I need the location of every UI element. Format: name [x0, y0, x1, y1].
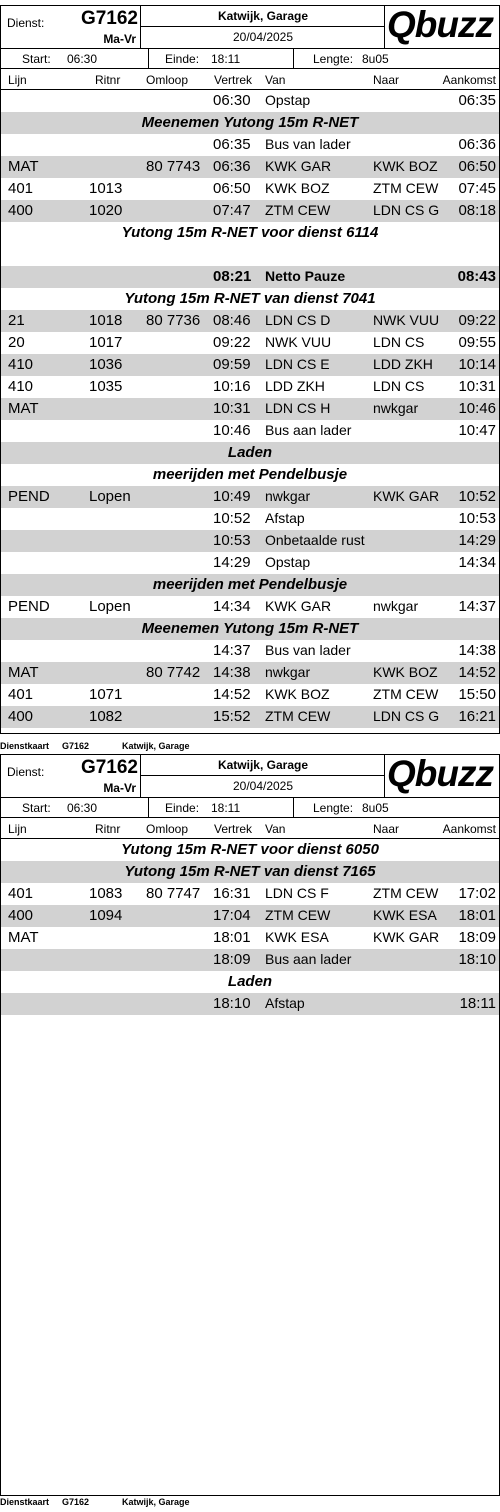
cell-vertrek: 14:29 [213, 554, 251, 571]
cell-lijn: PEND [8, 598, 50, 615]
col-ritnr: Ritnr [95, 822, 121, 836]
cell-aankomst: 06:36 [458, 136, 496, 153]
cell-vertrek: 08:46 [213, 312, 251, 329]
cell-aankomst: 10:47 [458, 422, 496, 439]
col-lijn: Lijn [8, 822, 27, 836]
dienstkaart-page-1 [0, 5, 500, 734]
footer-dienst: G7162 [62, 741, 90, 751]
cell-lijn: 401 [8, 686, 34, 703]
cell-vertrek: 18:10 [213, 995, 251, 1012]
cell-van: Bus van lader [265, 642, 351, 658]
cell-aankomst: 09:22 [458, 312, 496, 329]
section-header: Laden [1, 442, 499, 464]
schedule-row [1, 949, 499, 971]
logo-cell [385, 755, 499, 797]
cell-aankomst: 09:55 [458, 334, 496, 351]
cell-lijn: MAT [8, 400, 39, 417]
col-aankomst: Aankomst [442, 73, 496, 87]
page-header [1, 755, 499, 798]
cell-omloop: 80 7736 [146, 312, 201, 329]
section-header: Yutong 15m R-NET voor dienst 6050 [121, 841, 379, 858]
cell-aankomst: 15:50 [458, 686, 496, 703]
cell-ritnr: 1035 [89, 378, 123, 395]
section-header: Meenemen Yutong 15m R-NET [1, 618, 499, 640]
cell-ritnr: 1094 [89, 907, 123, 924]
cell-vertrek: 14:52 [213, 686, 251, 703]
cell-lijn: 400 [8, 202, 34, 219]
cell-van: nwkgar [265, 488, 311, 504]
cell-van: KWK GAR [265, 158, 332, 174]
cell-aankomst: 14:34 [458, 554, 496, 571]
cell-naar: KWK GAR [373, 488, 440, 504]
location: Katwijk, Garage [141, 755, 385, 776]
cell-vertrek: 06:35 [213, 136, 251, 153]
cell-lijn: 400 [8, 907, 34, 924]
cell-aankomst: 14:38 [458, 642, 496, 659]
cell-aankomst: 06:50 [458, 158, 496, 175]
start-cell [1, 49, 149, 68]
cell-van: Bus van lader [265, 136, 351, 152]
cell-van: Bus aan lader [265, 951, 352, 967]
lengte-value: 8u05 [362, 52, 389, 66]
cell-lijn: MAT [8, 929, 39, 946]
cell-vertrek: 10:52 [213, 510, 251, 527]
cell-aankomst: 18:09 [458, 929, 496, 946]
schedule-row [1, 596, 499, 618]
times-bar [1, 49, 499, 69]
cell-aankomst: 14:37 [458, 598, 496, 615]
cell-van: LDD ZKH [265, 378, 325, 394]
cell-van: KWK ESA [265, 929, 329, 945]
times-bar [1, 798, 499, 818]
cell-aankomst: 10:53 [458, 510, 496, 527]
cell-aankomst: 18:11 [459, 995, 496, 1012]
cell-van: Bus aan lader [265, 422, 352, 438]
lengte-cell [294, 798, 499, 817]
cell-van: LDN CS F [265, 885, 329, 901]
cell-van: Afstap [265, 510, 305, 526]
section-header: Yutong 15m R-NET van dienst 7041 [124, 290, 376, 307]
cell-ritnr: 1018 [89, 312, 123, 329]
einde-cell [149, 798, 294, 817]
cell-naar: LDN CS G [373, 202, 440, 218]
cell-aankomst: 10:46 [458, 400, 496, 417]
schedule-row [1, 332, 499, 354]
cell-naar: LDN CS [373, 334, 425, 350]
schedule-row [1, 530, 499, 552]
cell-van: ZTM CEW [265, 907, 331, 923]
location-date-cell [141, 6, 385, 48]
dienst-cell [1, 6, 141, 48]
start-cell [1, 798, 149, 817]
column-headers [1, 69, 499, 90]
cell-vertrek: 06:36 [213, 158, 251, 175]
cell-naar: KWK ESA [373, 907, 437, 923]
cell-naar: ZTM CEW [373, 686, 439, 702]
schedule-row [1, 354, 499, 376]
cell-ritnr: 1017 [89, 334, 123, 351]
cell-lijn: 410 [8, 356, 34, 373]
dienstkaart-page-2 [0, 754, 500, 1496]
cell-vertrek: 10:46 [213, 422, 251, 439]
cell-ritnr: 1013 [89, 180, 123, 197]
cell-vertrek: 10:53 [213, 532, 251, 549]
schedule-row [1, 420, 499, 442]
date: 20/04/2025 [232, 779, 294, 793]
cell-lijn: 20 [8, 334, 25, 351]
cell-aankomst: 08:43 [457, 268, 496, 285]
cell-omloop: 80 7742 [146, 664, 201, 681]
start-label: Start: [22, 52, 51, 66]
cell-omloop: 80 7747 [146, 885, 201, 902]
cell-lijn: 21 [8, 312, 25, 329]
lengte-label: Lengte: [313, 801, 354, 815]
cell-van: ZTM CEW [265, 708, 331, 724]
cell-vertrek: 09:22 [213, 334, 251, 351]
cell-vertrek: 14:38 [213, 664, 251, 681]
dienst-number: G7162 [80, 757, 138, 778]
cell-van: KWK GAR [265, 598, 332, 614]
cell-naar: NWK VUU [373, 312, 440, 328]
cell-van: NWK VUU [265, 334, 332, 350]
col-omloop: Omloop [146, 73, 189, 87]
cell-van: KWK BOZ [265, 180, 330, 196]
cell-aankomst: 06:35 [458, 92, 496, 109]
cell-van: Afstap [265, 995, 305, 1011]
col-vertrek: Vertrek [214, 73, 253, 87]
cell-lijn: MAT [8, 664, 39, 681]
cell-naar: LDN CS G [373, 708, 440, 724]
schedule-row [1, 508, 499, 530]
cell-vertrek: 18:01 [213, 929, 251, 946]
qbuzz-logo: Qbuzz [387, 4, 493, 45]
col-naar: Naar [373, 822, 400, 836]
cell-ritnr: Lopen [89, 598, 131, 615]
cell-aankomst: 18:01 [458, 907, 496, 924]
col-ritnr: Ritnr [95, 73, 121, 87]
col-lijn: Lijn [8, 73, 27, 87]
cell-aankomst: 17:02 [458, 885, 496, 902]
cell-naar: KWK GAR [373, 929, 440, 945]
schedule-row [1, 905, 499, 927]
einde-value: 18:11 [211, 801, 241, 815]
col-van: Van [265, 822, 286, 836]
dienst-cell [1, 755, 141, 797]
location: Katwijk, Garage [141, 6, 385, 27]
einde-label: Einde: [165, 801, 200, 815]
cell-naar: nwkgar [373, 400, 419, 416]
cell-van: Opstap [265, 554, 311, 570]
lengte-label: Lengte: [313, 52, 354, 66]
cell-aankomst: 16:21 [458, 708, 496, 725]
cell-ritnr: Lopen [89, 488, 131, 505]
dienst-days: Ma-Vr [103, 781, 136, 795]
cell-vertrek: 17:04 [213, 907, 251, 924]
schedule-row [1, 706, 499, 728]
cell-vertrek: 09:59 [213, 356, 251, 373]
cell-lijn: 401 [8, 180, 34, 197]
schedule-row [1, 200, 499, 222]
dienst-days: Ma-Vr [103, 32, 136, 46]
qbuzz-logo: Qbuzz [387, 753, 493, 794]
schedule-row [1, 134, 499, 156]
cell-vertrek: 10:31 [213, 400, 251, 417]
cell-ritnr: 1083 [89, 885, 123, 902]
col-aankomst: Aankomst [442, 822, 496, 836]
dienst-label: Dienst: [7, 16, 45, 30]
cell-aankomst: 18:10 [458, 951, 496, 968]
schedule-row [1, 552, 499, 574]
cell-van: ZTM CEW [265, 202, 331, 218]
cell-aankomst: 10:14 [458, 356, 496, 373]
section-header: Yutong 15m R-NET van dienst 7165 [1, 861, 499, 883]
col-vertrek: Vertrek [214, 822, 253, 836]
col-van: Van [265, 73, 286, 87]
section-header: Laden [227, 973, 273, 990]
cell-naar: KWK BOZ [373, 664, 438, 680]
cell-vertrek: 06:50 [213, 180, 251, 197]
cell-naar: LDD ZKH [373, 356, 433, 372]
cell-omloop: 80 7743 [146, 158, 201, 175]
start-value: 06:30 [67, 801, 98, 815]
schedule-row [1, 883, 499, 905]
schedule-row [1, 927, 499, 949]
cell-aankomst: 14:29 [458, 532, 496, 549]
col-omloop: Omloop [146, 822, 189, 836]
cell-lijn: PEND [8, 488, 50, 505]
cell-aankomst: 10:52 [458, 488, 496, 505]
cell-van: LDN CS H [265, 400, 331, 416]
cell-ritnr: 1020 [89, 202, 123, 219]
cell-van: Onbetaalde rust [265, 532, 365, 548]
cell-van: LDN CS D [265, 312, 331, 328]
cell-naar: ZTM CEW [373, 885, 439, 901]
logo-cell [385, 6, 499, 48]
einde-value: 18:11 [211, 52, 241, 66]
section-header: Yutong 15m R-NET voor dienst 6114 [121, 224, 379, 241]
cell-lijn: 401 [8, 885, 34, 902]
cell-vertrek: 07:47 [213, 202, 251, 219]
section-header: Meenemen Yutong 15m R-NET [1, 112, 499, 134]
schedule-row [1, 178, 499, 200]
footer-location: Katwijk, Garage [122, 1497, 190, 1507]
footer-label: Dienstkaart [0, 1497, 50, 1507]
schedule-row [1, 398, 499, 420]
footer-location: Katwijk, Garage [122, 741, 190, 751]
dienst-label: Dienst: [7, 765, 45, 779]
schedule-row [1, 156, 499, 178]
col-naar: Naar [373, 73, 400, 87]
cell-vertrek: 18:09 [213, 951, 251, 968]
cell-vertrek: 14:37 [213, 642, 251, 659]
cell-naar: nwkgar [373, 598, 419, 614]
cell-aankomst: 14:52 [458, 664, 496, 681]
cell-van: LDN CS E [265, 356, 330, 372]
page-header [1, 6, 499, 49]
cell-van: Netto Pauze [265, 268, 346, 284]
cell-van: KWK BOZ [265, 686, 330, 702]
lengte-cell [294, 49, 499, 68]
cell-naar: ZTM CEW [373, 180, 439, 196]
schedule-row [1, 310, 499, 332]
cell-ritnr: 1036 [89, 356, 123, 373]
cell-vertrek: 14:34 [213, 598, 251, 615]
cell-aankomst: 08:18 [458, 202, 496, 219]
cell-van: nwkgar [265, 664, 311, 680]
cell-aankomst: 10:31 [458, 378, 496, 395]
cell-vertrek: 08:21 [213, 268, 252, 285]
start-label: Start: [22, 801, 51, 815]
cell-naar: LDN CS [373, 378, 425, 394]
cell-ritnr: 1082 [89, 708, 123, 725]
schedule-row [1, 684, 499, 706]
location-date-cell [141, 755, 385, 797]
cell-lijn: 400 [8, 708, 34, 725]
cell-lijn: MAT [8, 158, 39, 175]
lengte-value: 8u05 [362, 801, 389, 815]
dienst-number: G7162 [80, 8, 138, 29]
schedule-row [1, 376, 499, 398]
schedule-row [1, 993, 499, 1015]
cell-vertrek: 16:31 [213, 885, 251, 902]
schedule-row [1, 662, 499, 684]
section-header: meerijden met Pendelbusje [152, 466, 348, 483]
footer-dienst: G7162 [62, 1497, 90, 1507]
einde-label: Einde: [165, 52, 200, 66]
cell-naar: KWK BOZ [373, 158, 438, 174]
schedule-row [1, 486, 499, 508]
cell-vertrek: 10:16 [213, 378, 251, 395]
cell-ritnr: 1071 [89, 686, 123, 703]
section-header: meerijden met Pendelbusje [1, 574, 499, 596]
date: 20/04/2025 [232, 30, 294, 44]
schedule-row [1, 266, 499, 288]
start-value: 06:30 [67, 52, 98, 66]
cell-vertrek: 10:49 [213, 488, 251, 505]
cell-vertrek: 06:30 [213, 92, 251, 109]
footer-label: Dienstkaart [0, 741, 50, 751]
schedule-row [1, 90, 499, 112]
schedule-row [1, 640, 499, 662]
cell-vertrek: 15:52 [213, 708, 251, 725]
cell-van: Opstap [265, 92, 311, 108]
cell-aankomst: 07:45 [458, 180, 496, 197]
einde-cell [149, 49, 294, 68]
column-headers [1, 818, 499, 839]
cell-lijn: 410 [8, 378, 34, 395]
